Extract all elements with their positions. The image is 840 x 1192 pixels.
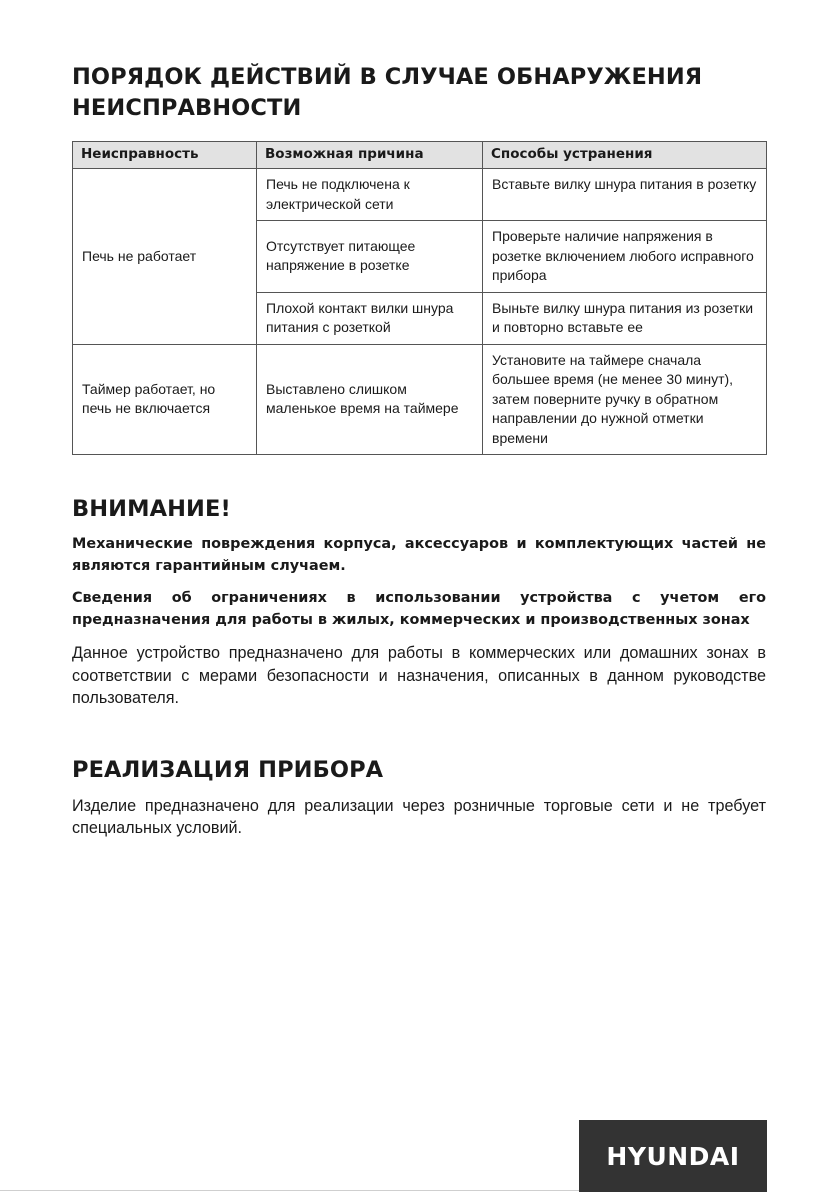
troubleshooting-title: ПОРЯДОК ДЕЙСТВИЙ В СЛУЧАЕ ОБНАРУЖЕНИЯ НЕИСПРАВНОСТИ bbox=[72, 64, 703, 121]
header-cause: Возможная причина bbox=[257, 142, 483, 169]
remedy-cell: Проверьте наличие напряжения в розетке включением любого исправного прибора bbox=[483, 221, 767, 293]
header-remedy: Способы устранения bbox=[483, 142, 767, 169]
remedy-cell: Вставьте вилку шнура питания в розетку bbox=[483, 169, 767, 221]
sale-text: Изделие предназначено для реализации через розничные торговые сети и не требует специальных условий. bbox=[72, 796, 766, 837]
warranty-note: Механические повреждения корпуса, аксессуаров и комплектующих частей не являются гарантийным случаем. bbox=[72, 536, 766, 574]
page-content bbox=[72, 62, 766, 840]
attention-heading: ВНИМАНИЕ! bbox=[72, 496, 231, 522]
table-row bbox=[73, 344, 767, 455]
sale-heading: РЕАЛИЗАЦИЯ ПРИБОРА bbox=[72, 756, 384, 783]
header-fault: Неисправность bbox=[73, 142, 257, 169]
fault-cell: Таймер работает, но печь не включается bbox=[73, 344, 257, 455]
remedy-cell: Выньте вилку шнура питания из розетки и повторно вставьте ее bbox=[483, 292, 767, 344]
remedy-cell: Установите на таймере сначала большее время (не менее 30 минут), затем поверните ручку в обратном направлении до нужной отметки времени bbox=[483, 344, 767, 455]
usage-restrictions-text: Данное устройство предназначено для работы в коммерческих или домашних зонах в соответствии с мерами безопасности и назначения, описанных в данном руководстве пользователя. bbox=[72, 644, 766, 707]
troubleshooting-table bbox=[72, 141, 767, 455]
table-header-row bbox=[73, 142, 767, 169]
usage-restrictions-title: Сведения об ограничениях в использовании устройства с учетом его предназначения для работы в жилых, коммерческих и производственных зонах bbox=[72, 590, 766, 628]
fault-cell: Печь не работает bbox=[73, 169, 257, 345]
cause-cell: Плохой контакт вилки шнура питания с розеткой bbox=[257, 292, 483, 344]
cause-cell: Печь не подключена к электрической сети bbox=[257, 169, 483, 221]
logo-text: HYUNDAI bbox=[606, 1141, 740, 1171]
cause-cell: Выставлено слишком маленькое время на таймере bbox=[257, 344, 483, 455]
hyundai-logo bbox=[579, 1120, 767, 1192]
footer-divider bbox=[0, 1190, 579, 1191]
table-row bbox=[73, 169, 767, 221]
cause-cell: Отсутствует питающее напряжение в розетке bbox=[257, 221, 483, 293]
